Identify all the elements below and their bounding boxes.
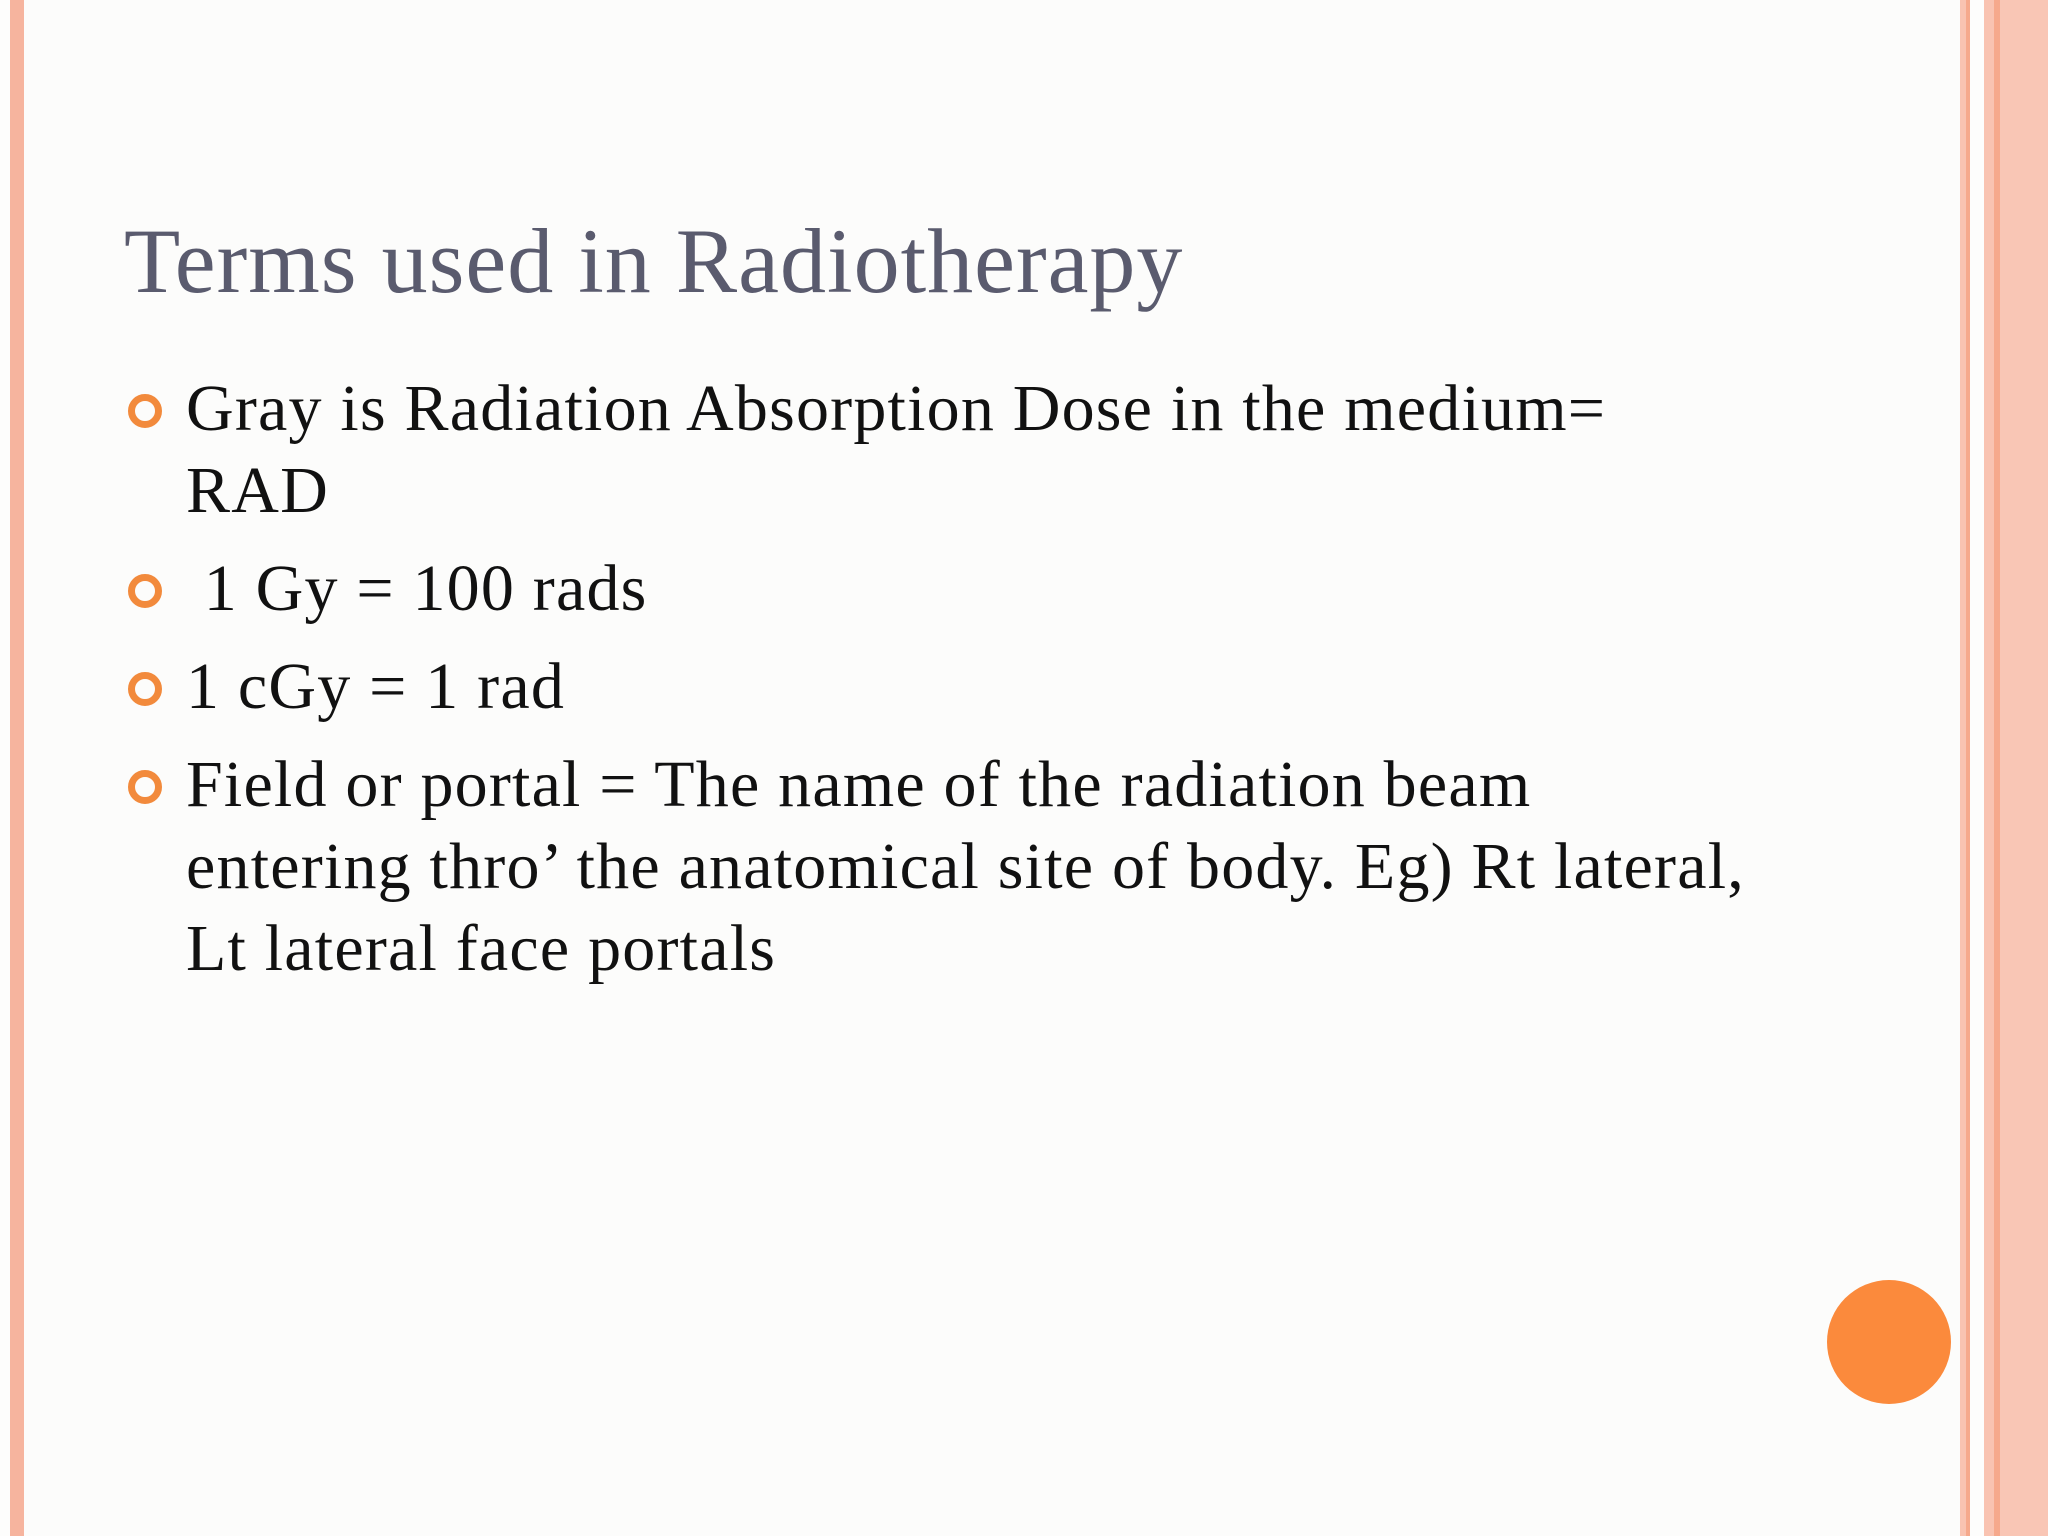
- list-item: [124, 744, 1764, 990]
- bullet-text: 1 cGy = 1 rad: [186, 650, 566, 723]
- bullet-text: 1 Gy = 100 rads: [186, 552, 648, 625]
- hollow-circle-bullet-icon: [128, 770, 162, 804]
- left-border-stripe: [10, 0, 24, 1536]
- right-border-stripe: [2000, 0, 2048, 1536]
- bullet-list: [124, 368, 1764, 1006]
- slide-title: Terms used in Radiotherapy: [124, 210, 1184, 312]
- decorative-orange-circle: [1827, 1280, 1951, 1404]
- hollow-circle-bullet-icon: [128, 672, 162, 706]
- bullet-text: Field or portal = The name of the radiation beam entering thro’ the anatomical site of body. Eg) Rt lateral, Lt lateral face portals: [186, 748, 1745, 985]
- hollow-circle-bullet-icon: [128, 394, 162, 428]
- bullet-text: Gray is Radiation Absorption Dose in the medium= RAD: [186, 372, 1607, 527]
- list-item: [124, 548, 1764, 630]
- list-item: [124, 646, 1764, 728]
- list-item: [124, 368, 1764, 532]
- right-border-stripe: [1984, 0, 1994, 1536]
- hollow-circle-bullet-icon: [128, 574, 162, 608]
- right-border-gap: [1970, 0, 1984, 1536]
